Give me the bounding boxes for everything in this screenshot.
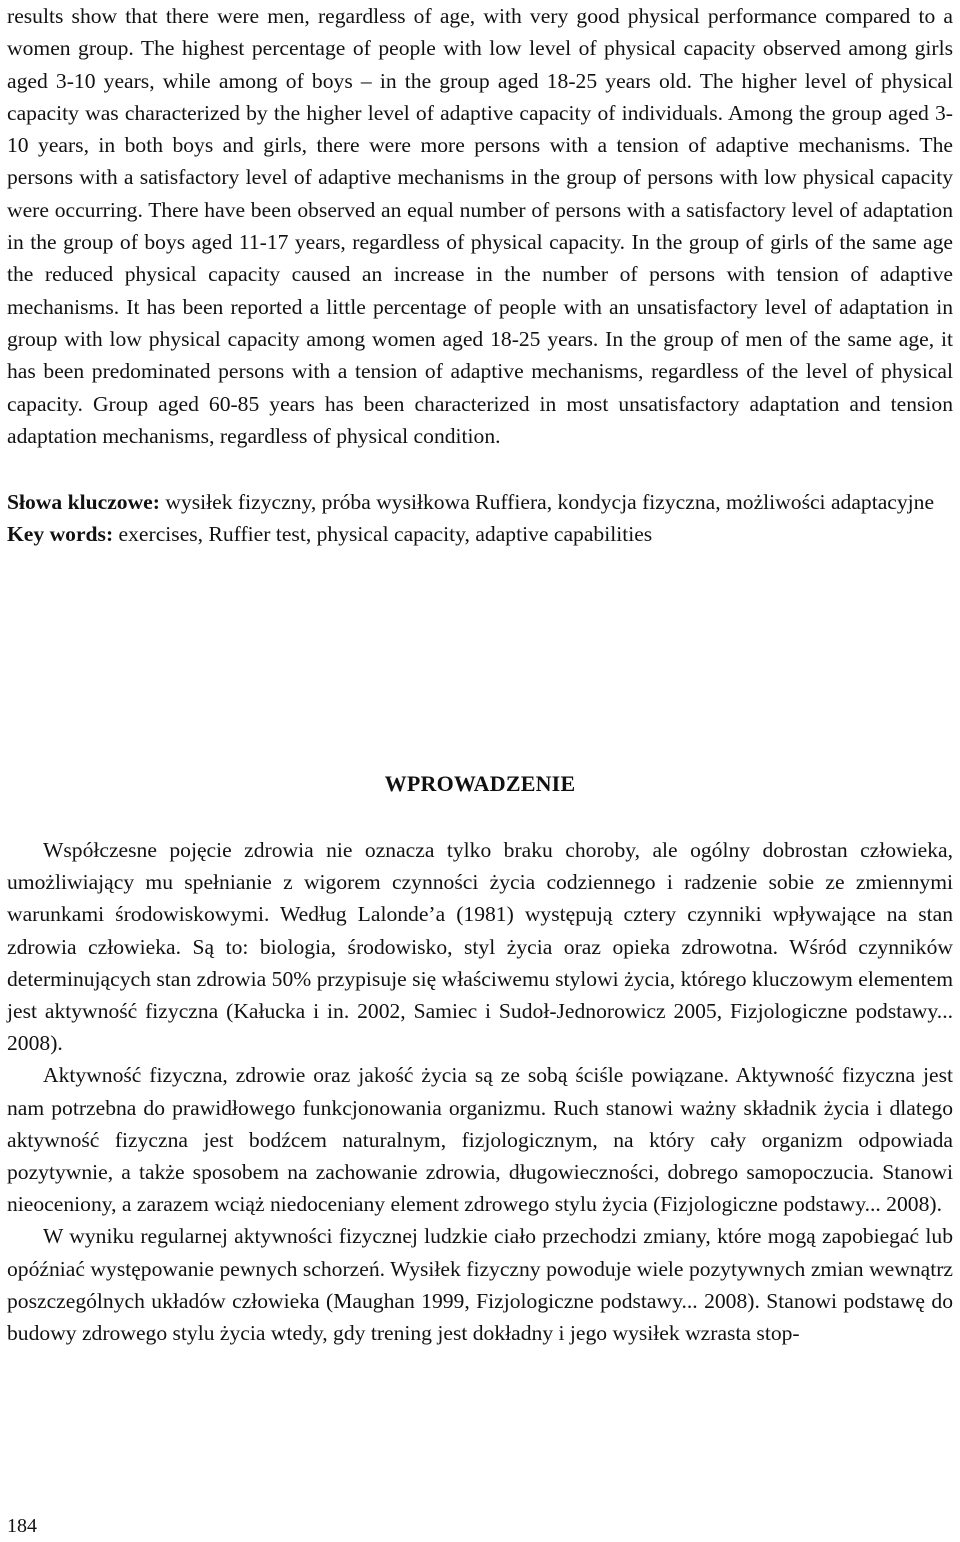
page-number: 184 <box>7 1515 37 1537</box>
section-title: WPROWADZENIE <box>384 771 576 796</box>
intro-paragraph-1: Współczesne pojęcie zdrowia nie oznacza tylko braku choroby, ale ogólny dobrostan człowieka, umożliwiający mu spełnianie z wigorem czynności życia codziennego i radzenie sobie ze zmiennymi warunkami środowiskowymi. Według Lalonde’a (1981) występują cztery czynniki wpływające na stan zdrowia człowieka. Są to: biologia, środowisko, styl życia oraz opieka zdrowotna. Wśród czynników determinujących stan zdrowia 50% przypisuje się właściwemu stylowi życia, którego kluczowym elementem jest aktywność fizyczna (Kałucka i in. 2002, Samiec i Sudoł-Jednorowicz 2005, Fizjologiczne podstawy... 2008). <box>7 838 953 1056</box>
keywords-block <box>7 486 953 551</box>
keywords-polish <box>7 486 953 518</box>
page-content <box>7 0 953 1346</box>
keywords-english-label: Key words: <box>7 522 114 547</box>
keywords-english <box>7 518 953 550</box>
keywords-polish-label: Słowa kluczowe: <box>7 490 160 515</box>
intro-paragraph-2: Aktywność fizyczna, zdrowie oraz jakość życia są ze sobą ściśle powiązane. Aktywność fizyczna jest nam potrzebna do prawidłowego funkcjonowania organizmu. Ruch stanowi ważny składnik życia i dlatego aktywność fizyczna jest bodźcem naturalnym, fizjologicznym, na który cały organizm odpowiada pozytywnie, a także sposobem na zachowanie zdrowia, długowieczności, dobrego samopoczucia. Stanowi nieoceniony, a zarazem wciąż niedoceniany element zdrowego stylu życia (Fizjologiczne podstawy... 2008). <box>7 1063 953 1217</box>
introduction-body <box>7 834 953 1349</box>
intro-paragraph-3: W wyniku regularnej aktywności fizycznej ludzkie ciało przechodzi zmiany, które mogą zapobiegać lub opóźniać występowanie pewnych schorzeń. Wysiłek fizyczny powoduje wiele pozytywnych zmian wewnątrz poszczególnych układów człowieka (Maughan 1999, Fizjologiczne podstawy... 2008). Stanowi podstawę do budowy zdrowego stylu życia wtedy, gdy trening jest dokładny i jego wysiłek wzrasta stop- <box>7 1224 953 1346</box>
abstract-paragraph: results show that there were men, regardless of age, with very good physical performance compared to a women group. The highest percentage of people with low level of physical capacity observed among girls aged 3-10 years, while among of boys – in the group aged 18-25 years old. The higher level of physical capacity was characterized by the higher level of adaptive capacity of individuals. Among the group aged 3-10 years, in both boys and girls, there were more persons with a tension of adaptive mechanisms. The persons with a satisfactory level of adaptive mechanisms in the group of persons with low physical capacity were occurring. There have been observed an equal number of persons with a satisfactory level of adaptation in the group of boys aged 11-17 years, regardless of physical capacity. In the group of girls of the same age the reduced physical capacity caused an increase in the number of persons with tension of adaptive mechanisms. It has been reported a little percentage of people with an unsatisfactory level of adaptation in group with low physical capacity among women aged 18-25 years. In the group of men of the same age, it has been predominated persons with a tension of adaptive mechanisms, regardless of the level of physical capacity. Group aged 60-85 years has been characterized in most unsatisfactory adaptation and tension adaptation mechanisms, regardless of physical condition. <box>7 4 953 448</box>
keywords-polish-text: wysiłek fizyczny, próba wysiłkowa Ruffiera, kondycja fizyczna, możliwości adaptacyjne <box>159 490 935 515</box>
keywords-english-text: exercises, Ruffier test, physical capacity, adaptive capabilities <box>113 522 653 547</box>
